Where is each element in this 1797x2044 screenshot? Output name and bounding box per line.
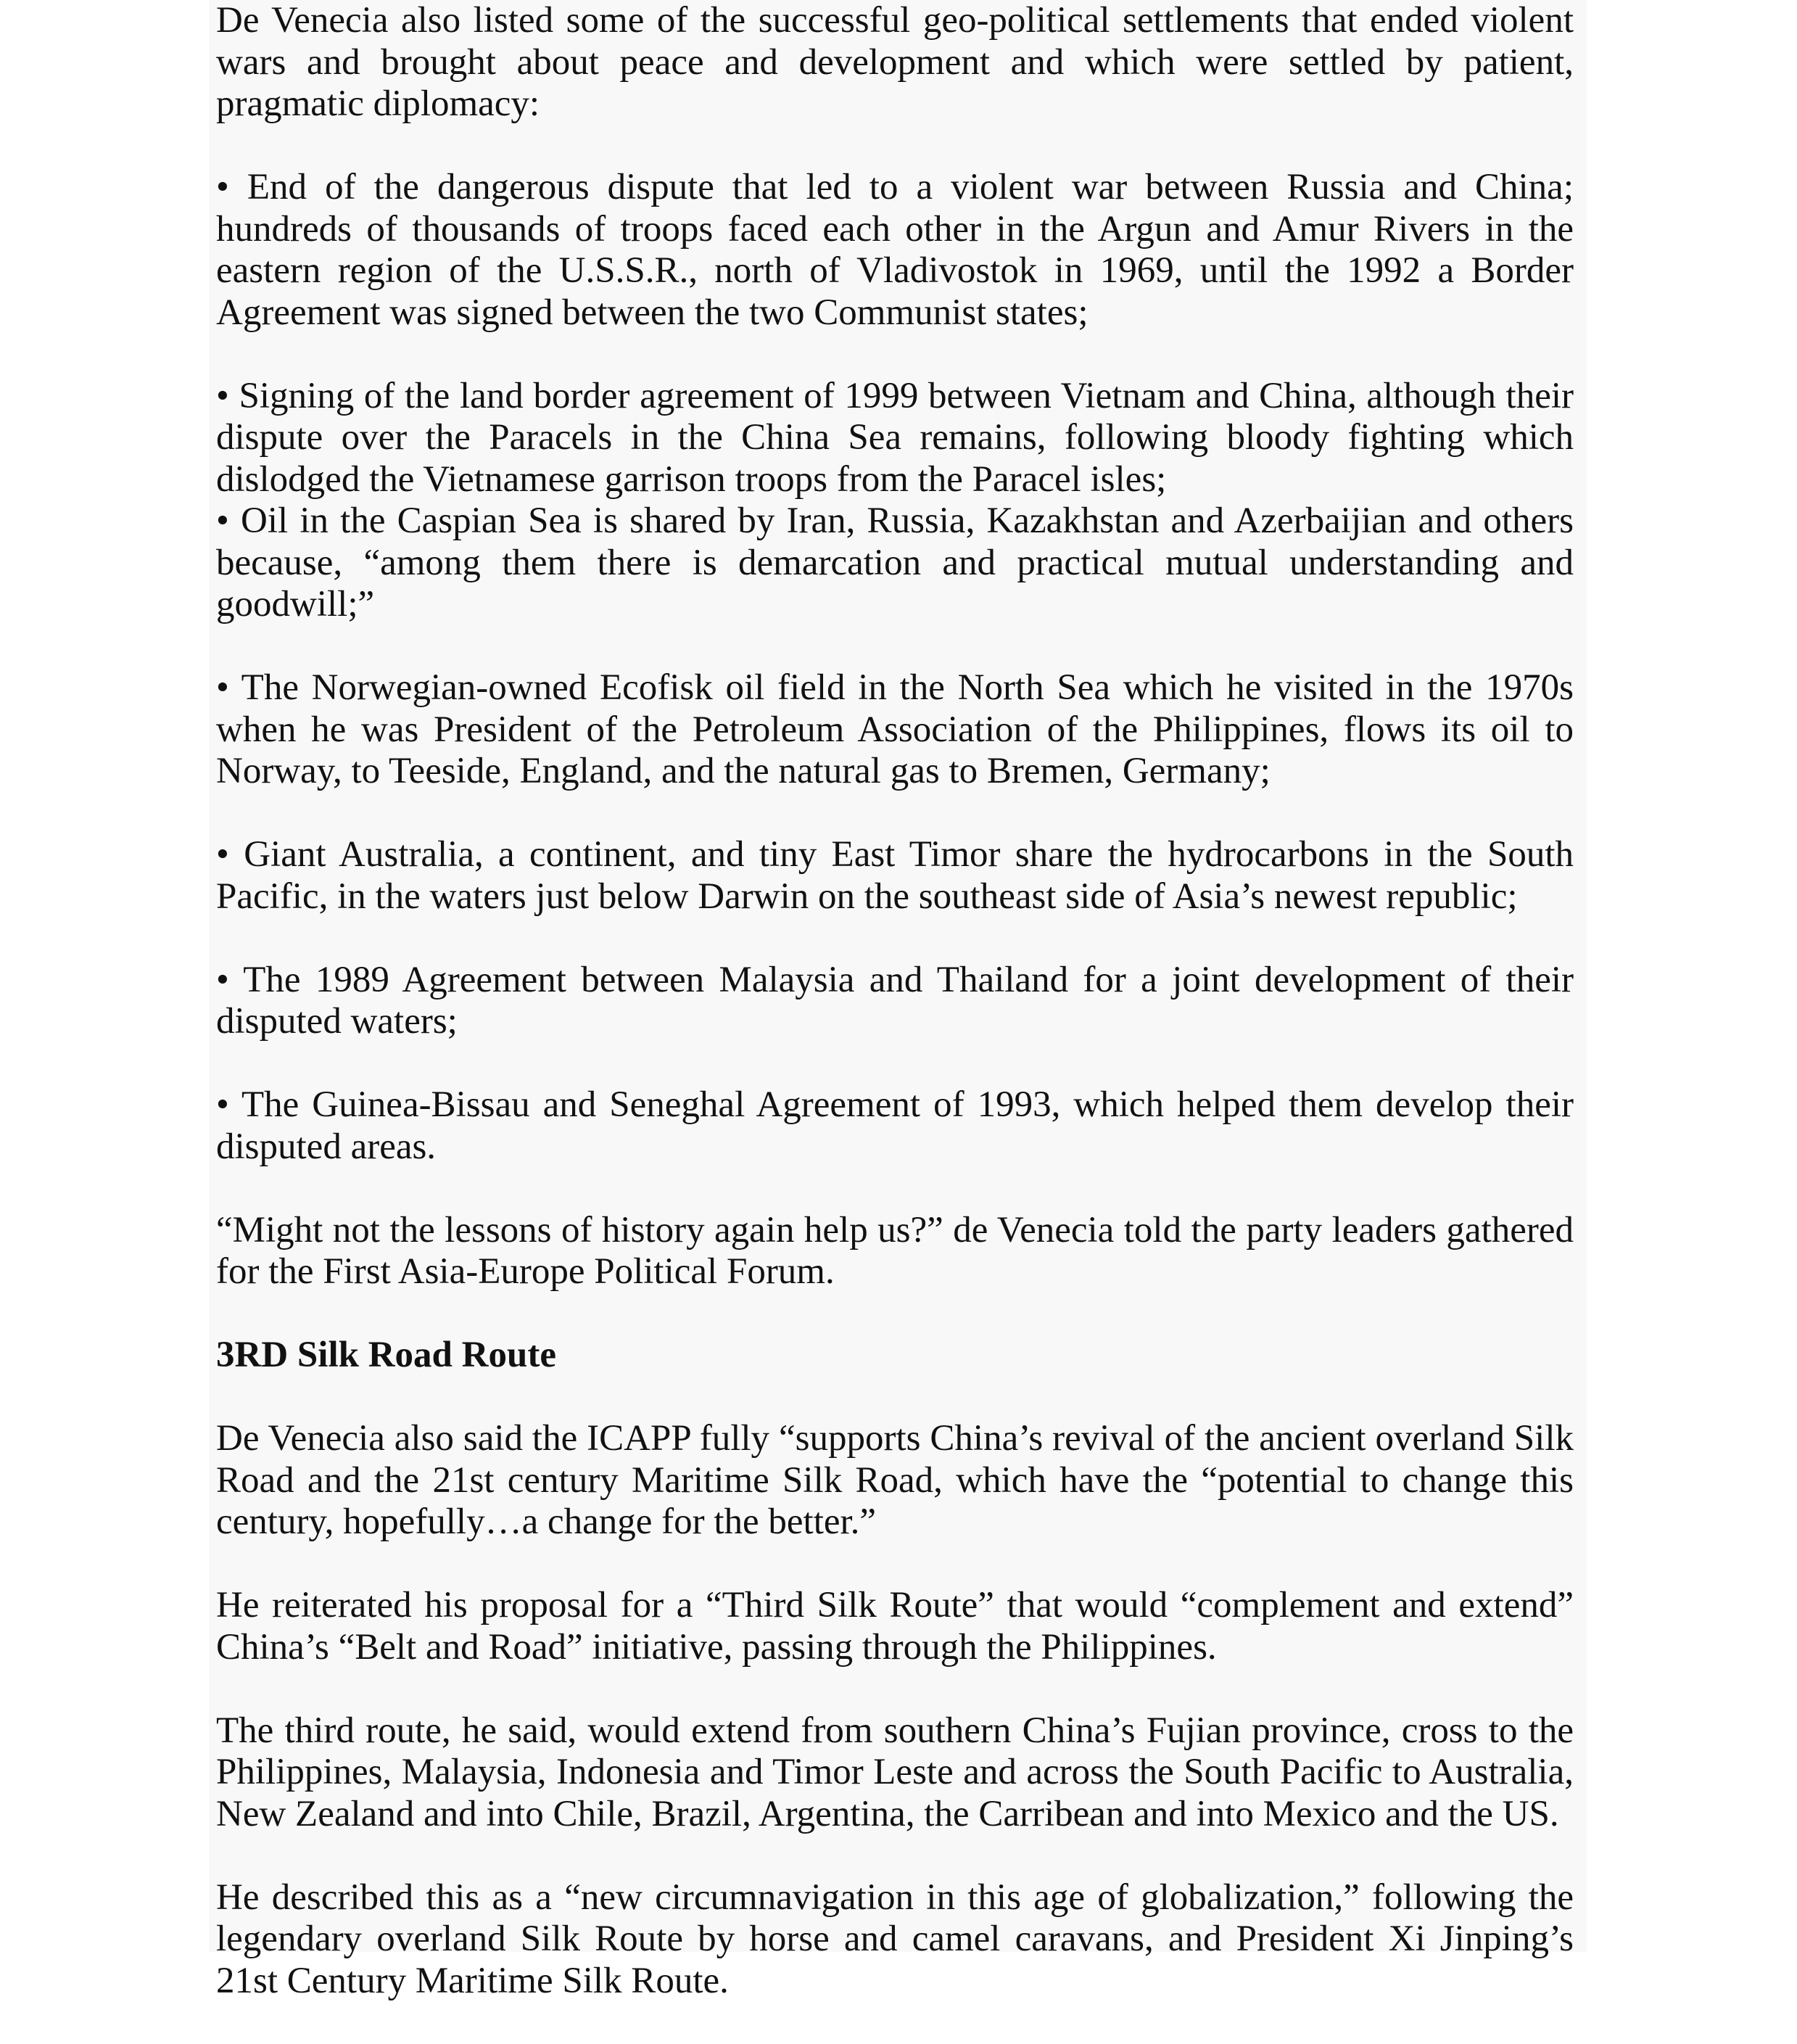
section-heading: 3RD Silk Road Route	[216, 1335, 556, 1375]
lessons-paragraph: “Might not the lessons of history again help us?” de Venecia told the party leaders gathered for the First Asia-Europe Political Forum.	[216, 1209, 1574, 1292]
circumnavigation-paragraph: He described this as a “new circumnavigation in this age of globalization,” following the legendary overland Silk Route by horse and camel caravans, and President Xi Jinping’s 21st Century Maritime Silk Route.	[216, 1876, 1574, 2001]
bullet-russia-china: • End of the dangerous dispute that led to a violent war between Russia and China; hundreds of thousands of troops faced each other in the Argun and Amur Rivers in the eastern region of the U.S.S.R., north of Vladivostok in 1969, until the 1992 a Border Agreement was signed between the two Communist states;	[216, 167, 1574, 333]
third-silk-route-paragraph: He reiterated his proposal for a “Third Silk Route” that would “complement and extend” China’s “Belt and Road” initiative, passing through the Philippines.	[216, 1585, 1574, 1668]
bullet-vietnam-china: • Signing of the land border agreement of 1999 between Vietnam and China, although their dispute over the Paracels in the China Sea remains, following bloody fighting which dislodged the Vietnamese garrison troops from the Paracel isles;	[216, 375, 1574, 500]
bullet-ecofisk: • The Norwegian-owned Ecofisk oil field in the North Sea which he visited in the 1970s when he was President of the Petroleum Association of the Philippines, flows its oil to Norway, to Teeside, England, and the natural gas to Bremen, Germany;	[216, 667, 1574, 791]
bullet-guinea-bissau: • The Guinea-Bissau and Seneghal Agreement of 1993, which helped them develop their disputed areas.	[216, 1084, 1574, 1167]
article-body	[216, 0, 1574, 2044]
icapp-paragraph: De Venecia also said the ICAPP fully “supports China’s revival of the ancient overland Silk Road and the 21st century Maritime Silk Road, which have the “potential to change this century, hopefully…a change for the better.”	[216, 1418, 1574, 1542]
third-route-extent-paragraph: The third route, he said, would extend from southern China’s Fujian province, cross to the Philippines, Malaysia, Indonesia and Timor Leste and across the South Pacific to Australia, New Zealand and into Chile, Brazil, Argentina, the Carribean and into Mexico and the US.	[216, 1710, 1574, 1834]
bullet-caspian-sea: • Oil in the Caspian Sea is shared by Iran, Russia, Kazakhstan and Azerbaijian and others because, “among them there is demarcation and practical mutual understanding and goodwill;”	[216, 500, 1574, 625]
bullet-australia-timor: • Giant Australia, a continent, and tiny East Timor share the hydrocarbons in the South Pacific, in the waters just below Darwin on the southeast side of Asia’s newest republic;	[216, 834, 1574, 917]
bullet-malaysia-thailand: • The 1989 Agreement between Malaysia and Thailand for a joint development of their disputed waters;	[216, 959, 1574, 1042]
intro-paragraph: De Venecia also listed some of the successful geo-political settlements that ended violent wars and brought about peace and development and which were settled by patient, pragmatic diplomacy:	[216, 0, 1574, 124]
